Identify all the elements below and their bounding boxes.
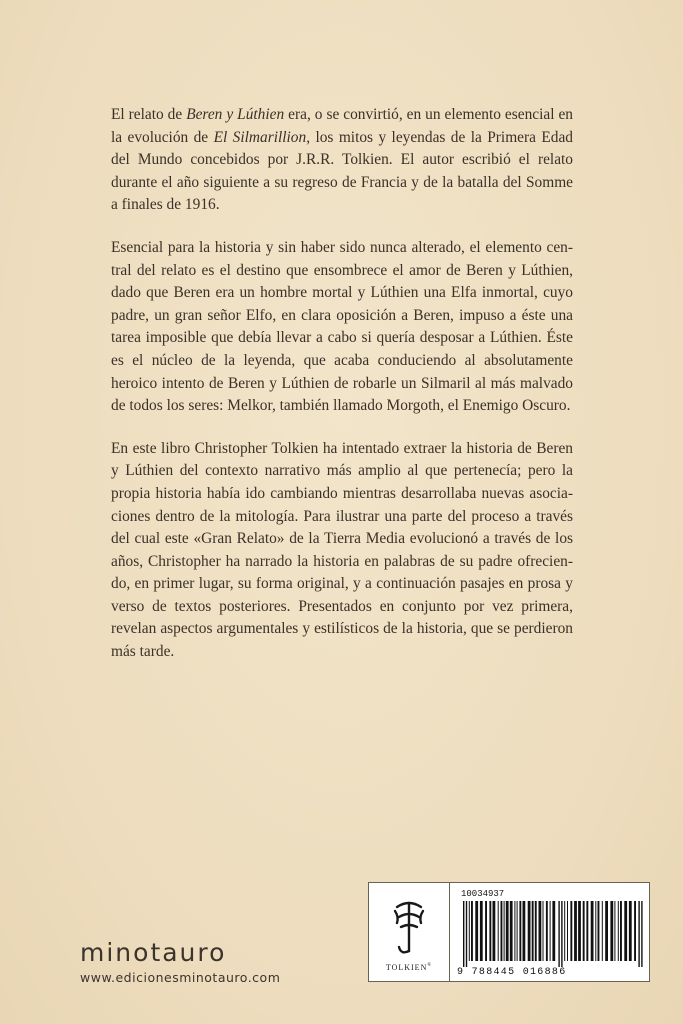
barcode-bar (528, 901, 531, 961)
barcode-bar (620, 901, 622, 961)
barcode-bar (618, 901, 619, 961)
synopsis-paragraph-2 (111, 237, 573, 418)
italic-title-span: El Silmarillion (213, 128, 307, 146)
barcode-panel (368, 882, 650, 982)
synopsis-paragraph-1 (111, 104, 573, 217)
barcode-bar (641, 901, 642, 967)
barcode-bar (564, 901, 565, 961)
barcode-bar (605, 901, 608, 961)
barcode-bar (535, 901, 537, 961)
barcode-bar (561, 901, 562, 967)
barcode-bar (523, 901, 526, 961)
barcode-bar (480, 901, 483, 961)
synopsis-paragraph-3 (111, 438, 573, 664)
text-span: El relato de (111, 106, 187, 123)
barcode-bar (586, 901, 588, 961)
synopsis-text (111, 104, 573, 684)
barcode-bar (475, 901, 478, 961)
barcode-bar (463, 901, 464, 967)
barcode-bar (591, 901, 594, 961)
text-span: Esencial para la historia y sin haber sido nunca alterado, el elemento central del relato es el destino que ensombrece el amor de Beren y Lúthien, dado que Beren era un hombre mortal y Lúthien una Elfa inmortal, cuyo padre, un gran señor Elfo, en clara oposición a Beren, impuso a éste una tarea imposible que debía llevar a cabo si quería desposar a Lúthien. Éste es el núcleo de la leyenda, que acaba conduciendo al absolutamente heroico intento de Beren y Lúthien de robarle un Silmaril al más malvado de todos los seres: Melkor, también llamado Morgoth, el Enemigo Oscuro. (111, 238, 573, 415)
barcode-bar (471, 901, 473, 961)
tolkien-wordmark: TOLKIEN® (385, 963, 433, 972)
barcode-bar (510, 901, 513, 961)
publisher-url: www.edicionesminotauro.com (80, 970, 281, 985)
barcode-bar (469, 901, 470, 961)
ean-number: 9 788445 016886 (457, 967, 567, 978)
barcode-bar (498, 901, 499, 961)
publisher-block (80, 938, 380, 985)
barcode-bar (506, 901, 509, 961)
barcode-bar (634, 901, 636, 961)
barcode-bar (567, 901, 568, 961)
barcode-bar (570, 901, 572, 961)
barcode-bar (558, 901, 559, 967)
publisher-name: minotauro (80, 938, 227, 967)
barcode-bar (595, 901, 596, 961)
barcode-bar (519, 901, 521, 961)
barcode-bar (504, 901, 505, 961)
barcode-bar (532, 901, 534, 961)
barcode-bar (466, 901, 467, 967)
barcode-bar (610, 901, 613, 961)
barcode-bar (543, 901, 544, 961)
barcode-bar (493, 901, 496, 961)
barcode-bar (489, 901, 491, 961)
barcode-bar (539, 901, 542, 961)
barcode-bar (574, 901, 577, 961)
barcode-bar (485, 901, 487, 961)
barcode-bar (514, 901, 515, 961)
italic-title-span: Beren y Lúthien (186, 106, 285, 123)
barcode-bar (517, 901, 518, 961)
barcode-bar (550, 901, 551, 961)
internal-code: 10034937 (461, 889, 505, 899)
tolkien-logo (369, 883, 450, 981)
barcode-bar (629, 901, 632, 961)
text-span: En este libro Christopher Tolkien ha intentado extraer la historia de Beren y Lúthien del contexto narrativo más amplio al que pertenecía; pero la propia historia había ido cambiando mientras desarrollaba nuevas asociaciones dentro de la mitología. Para ilustrar una parte del proceso a través del cual este «Gran Relato» de la Tierra Media evolucionó a través de los años, Christopher ha narrado la historia en palabras de su padre ofreciendo, en primer lugar, su forma original, y a continuación pasajes en prosa y verso de textos posteriores. Presentados en conjunto por vez primera, revelan aspectos argumentales y estilísticos de la historia, que se perdieron más tarde. (111, 439, 573, 661)
barcode-bar (602, 901, 603, 961)
text-span: era, o se convirtió, en un elemento esencial en la evolución de (111, 106, 573, 146)
text-span: , los mitos y leyendas de la Primera Edad del Mundo concebidos por J.R.R. Tolkien. El autor escribió el relato durante el año siguiente a su regreso de Francia y de la batalla del Somme a finales de 1916. (111, 128, 573, 214)
tolkien-monogram-icon (391, 897, 427, 959)
barcode-bar (546, 901, 548, 961)
barcode-bar (614, 901, 615, 961)
barcode-bar (501, 901, 503, 961)
barcode-bar (578, 901, 581, 961)
barcode-bar (624, 901, 627, 961)
barcode-bar (638, 901, 639, 967)
barcode-bar (598, 901, 600, 961)
barcode-bar (583, 901, 585, 961)
barcode-bars (459, 901, 645, 967)
barcode-bar (552, 901, 555, 961)
